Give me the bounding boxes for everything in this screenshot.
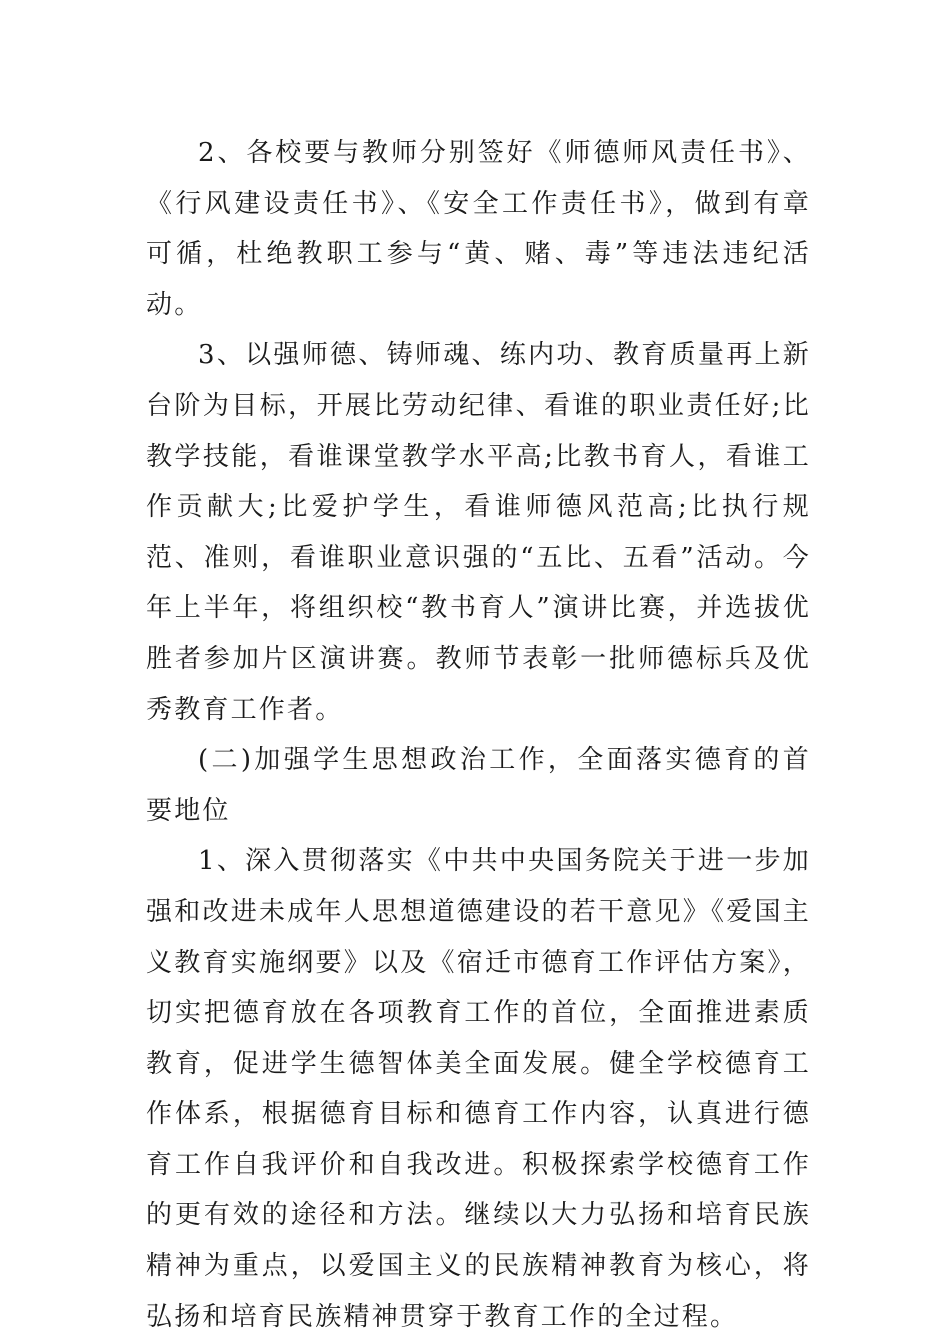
section-heading: (二)加强学生思想政治工作，全面落实德育的首要地位 — [146, 745, 811, 826]
paragraph-item-1: 1、深入贯彻落实《中共中央国务院关于进一步加强和改进未成年人思想道德建设的若干意见》《爱国主义教育实施纲要》以及《宿迁市德育工作评估方案》，切实把德育放在各项教育工作的首位，全面推进素质教育，促进学生德智体美全面发展。健全学校德育工作体系，根据德育目标和德育工作内容，认真进行德育工作自我评价和自我改进。积极探索学校德育工作的更有效的途径和方法。继续以大力弘扬和培育民族精神为重点，以爱国主义的民族精神教育为核心，将弘扬和培育民族精神贯穿于教育工作的全过程。 — [146, 846, 811, 1332]
paragraph-item-3: 3、以强师德、铸师魂、练内功、教育质量再上新台阶为目标，开展比劳动纪律、看谁的职业责任好;比教学技能，看谁课堂教学水平高;比教书育人，看谁工作贡献大;比爱护学生，看谁师德风范高;比执行规范、准则，看谁职业意识强的“五比、五看”活动。今年上半年，将组织校“教书育人”演讲比赛，并选拔优胜者参加片区演讲赛。教师节表彰一批师德标兵及优秀教育工作者。 — [146, 340, 811, 725]
paragraph-item-2: 2、各校要与教师分别签好《师德师风责任书》、《行风建设责任书》、《安全工作责任书》，做到有章可循，杜绝教职工参与“黄、赌、毒”等违法违纪活动。 — [146, 138, 811, 320]
document-body — [146, 128, 811, 1342]
